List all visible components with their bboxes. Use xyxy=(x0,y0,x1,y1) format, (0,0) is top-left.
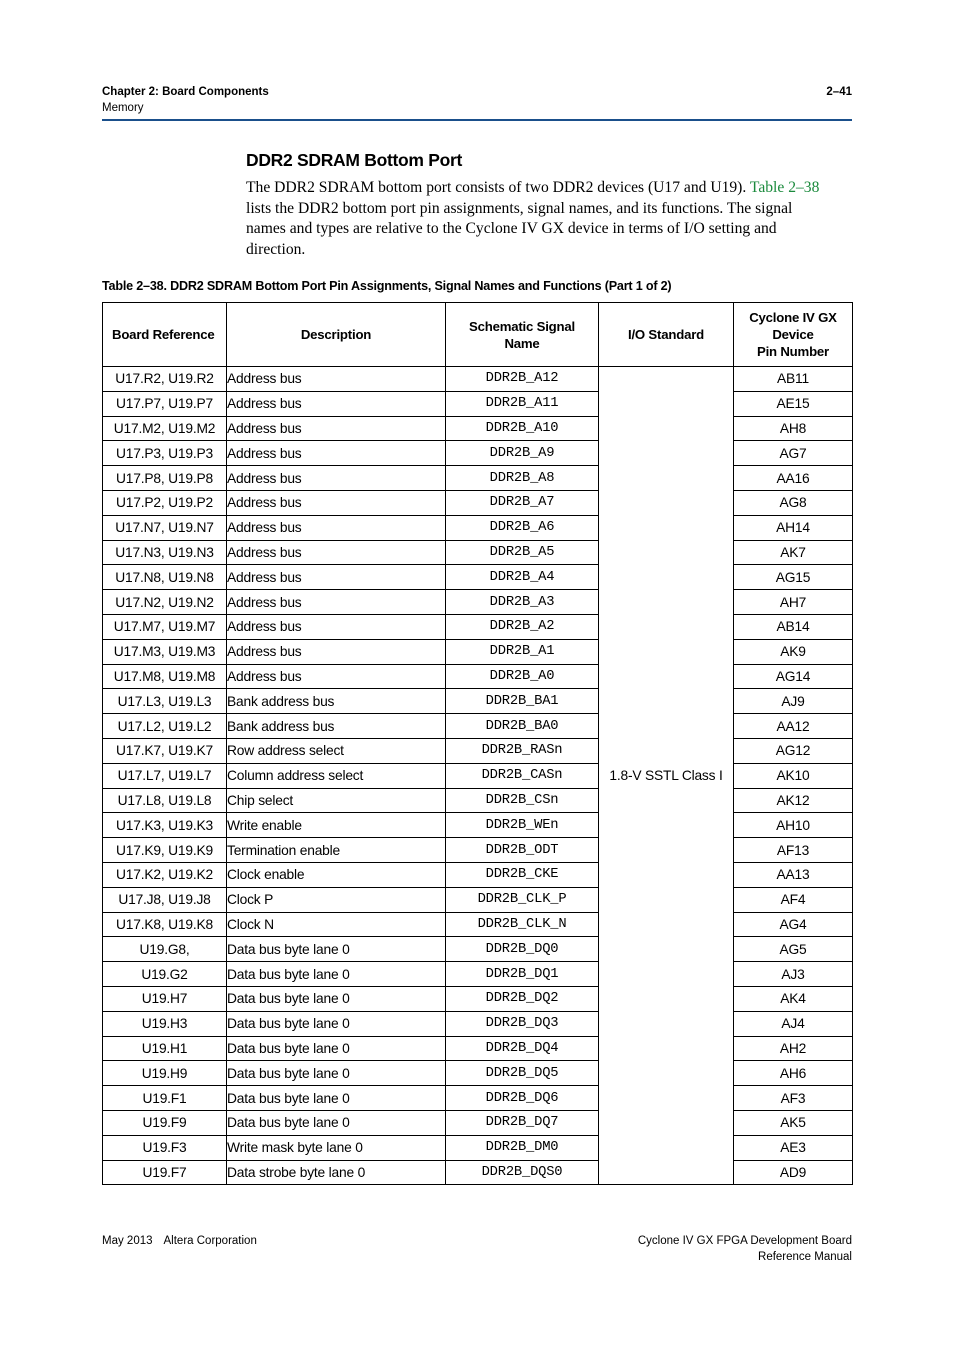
table-row xyxy=(103,590,853,615)
table-row xyxy=(103,763,853,788)
pin-number-cell: AA16 xyxy=(734,466,853,491)
signal-name-cell: DDR2B_BA1 xyxy=(446,689,599,714)
table-row xyxy=(103,466,853,491)
table-row xyxy=(103,391,853,416)
description-cell: Data bus byte lane 0 xyxy=(227,1110,446,1135)
signal-name-cell: DDR2B_A3 xyxy=(446,590,599,615)
table-row xyxy=(103,1110,853,1135)
header-pin-line3: Pin Number xyxy=(756,344,829,359)
pin-number-cell: AG8 xyxy=(734,490,853,515)
board-reference-cell: U17.K3, U19.K3 xyxy=(103,813,227,838)
board-reference-cell: U19.G8, xyxy=(103,937,227,962)
board-reference-cell: U19.G2 xyxy=(103,962,227,987)
description-cell: Clock N xyxy=(227,912,446,937)
signal-name-cell: DDR2B_DQ6 xyxy=(446,1086,599,1111)
description-cell: Clock P xyxy=(227,887,446,912)
pin-number-cell: AG7 xyxy=(734,441,853,466)
intro-text-start: The DDR2 SDRAM bottom port consists of two DDR2 devices (U17 and U19). xyxy=(246,179,750,196)
pin-number-cell: AG14 xyxy=(734,664,853,689)
table-header-row xyxy=(103,303,853,367)
table-row xyxy=(103,813,853,838)
board-reference-cell: U17.K8, U19.K8 xyxy=(103,912,227,937)
signal-name-cell: DDR2B_WEn xyxy=(446,813,599,838)
signal-name-cell: DDR2B_DM0 xyxy=(446,1135,599,1160)
description-cell: Data bus byte lane 0 xyxy=(227,1061,446,1086)
description-cell: Column address select xyxy=(227,763,446,788)
signal-name-cell: DDR2B_A6 xyxy=(446,515,599,540)
description-cell: Data strobe byte lane 0 xyxy=(227,1160,446,1185)
description-cell: Address bus xyxy=(227,565,446,590)
section-title: DDR2 SDRAM Bottom Port xyxy=(246,150,463,170)
signal-name-cell: DDR2B_A9 xyxy=(446,441,599,466)
description-cell: Clock enable xyxy=(227,862,446,887)
board-reference-cell: U19.F3 xyxy=(103,1135,227,1160)
header-signal-line1: Schematic Signal xyxy=(468,318,575,334)
pin-number-cell: AK4 xyxy=(734,986,853,1011)
pin-number-cell: AG12 xyxy=(734,738,853,763)
board-reference-cell: U19.H1 xyxy=(103,1036,227,1061)
section-name: Memory xyxy=(102,102,144,114)
header-signal-name xyxy=(446,303,599,367)
signal-name-cell: DDR2B_A5 xyxy=(446,540,599,565)
page-number: 2–41 xyxy=(826,86,852,98)
pin-number-cell: AE3 xyxy=(734,1135,853,1160)
header-pin-line2: Device xyxy=(772,327,814,342)
pin-number-cell: AJ3 xyxy=(734,962,853,987)
board-reference-cell: U17.N2, U19.N2 xyxy=(103,590,227,615)
running-header-left xyxy=(102,84,269,116)
signal-name-cell: DDR2B_A8 xyxy=(446,466,599,491)
table-row xyxy=(103,788,853,813)
pin-number-cell: AK10 xyxy=(734,763,853,788)
chapter-title: Chapter 2: Board Components xyxy=(102,86,269,98)
table-row xyxy=(103,515,853,540)
pin-number-cell: AG4 xyxy=(734,912,853,937)
table-row xyxy=(103,1160,853,1185)
signal-name-cell: DDR2B_DQ7 xyxy=(446,1110,599,1135)
footer-left xyxy=(102,1233,257,1249)
board-reference-cell: U17.M2, U19.M2 xyxy=(103,416,227,441)
board-reference-cell: U17.R2, U19.R2 xyxy=(103,367,227,392)
pin-number-cell: AF13 xyxy=(734,838,853,863)
board-reference-cell: U17.M7, U19.M7 xyxy=(103,614,227,639)
table-row xyxy=(103,986,853,1011)
pin-number-cell: AK9 xyxy=(734,639,853,664)
header-pin-number xyxy=(734,303,853,367)
board-reference-cell: U17.N7, U19.N7 xyxy=(103,515,227,540)
header-pin-line1: Cyclone IV GX xyxy=(749,310,837,325)
table-row xyxy=(103,689,853,714)
pin-number-cell: AH10 xyxy=(734,813,853,838)
board-reference-cell: U19.H7 xyxy=(103,986,227,1011)
table-row xyxy=(103,441,853,466)
board-reference-cell: U19.F7 xyxy=(103,1160,227,1185)
table-row xyxy=(103,738,853,763)
board-reference-cell: U17.P3, U19.P3 xyxy=(103,441,227,466)
pin-number-cell: AJ4 xyxy=(734,1011,853,1036)
description-cell: Data bus byte lane 0 xyxy=(227,937,446,962)
pin-number-cell: AE15 xyxy=(734,391,853,416)
table-reference-link[interactable]: Table 2–38 xyxy=(749,179,820,196)
board-reference-cell: U17.P8, U19.P8 xyxy=(103,466,227,491)
table-row xyxy=(103,416,853,441)
table-row xyxy=(103,1036,853,1061)
pin-number-cell: AB11 xyxy=(734,367,853,392)
footer-company: Altera Corporation xyxy=(163,1235,257,1247)
table-row xyxy=(103,639,853,664)
board-reference-cell: U17.M8, U19.M8 xyxy=(103,664,227,689)
pin-number-cell: AK7 xyxy=(734,540,853,565)
description-cell: Chip select xyxy=(227,788,446,813)
table-row xyxy=(103,490,853,515)
pin-number-cell: AG5 xyxy=(734,937,853,962)
signal-name-cell: DDR2B_DQ3 xyxy=(446,1011,599,1036)
footer-right xyxy=(638,1233,852,1265)
description-cell: Write mask byte lane 0 xyxy=(227,1135,446,1160)
pin-number-cell: AJ9 xyxy=(734,689,853,714)
signal-name-cell: DDR2B_A1 xyxy=(446,639,599,664)
signal-name-cell: DDR2B_CASn xyxy=(446,763,599,788)
header-io-standard: I/O Standard xyxy=(599,303,734,367)
signal-name-cell: DDR2B_CSn xyxy=(446,788,599,813)
table-row xyxy=(103,1086,853,1111)
signal-name-cell: DDR2B_A2 xyxy=(446,614,599,639)
signal-name-cell: DDR2B_DQ2 xyxy=(446,986,599,1011)
description-cell: Termination enable xyxy=(227,838,446,863)
pin-number-cell: AF4 xyxy=(734,887,853,912)
board-reference-cell: U17.P7, U19.P7 xyxy=(103,391,227,416)
board-reference-cell: U17.L3, U19.L3 xyxy=(103,689,227,714)
board-reference-cell: U17.M3, U19.M3 xyxy=(103,639,227,664)
signal-name-cell: DDR2B_CKE xyxy=(446,862,599,887)
board-reference-cell: U17.L8, U19.L8 xyxy=(103,788,227,813)
description-cell: Address bus xyxy=(227,639,446,664)
signal-name-cell: DDR2B_A12 xyxy=(446,367,599,392)
table-row xyxy=(103,1011,853,1036)
signal-name-cell: DDR2B_DQ4 xyxy=(446,1036,599,1061)
board-reference-cell: U17.J8, U19.J8 xyxy=(103,887,227,912)
signal-name-cell: DDR2B_A11 xyxy=(446,391,599,416)
header-description: Description xyxy=(227,303,446,367)
footer-date: May 2013 xyxy=(102,1235,153,1247)
table-row xyxy=(103,614,853,639)
signal-name-cell: DDR2B_DQ0 xyxy=(446,937,599,962)
pin-assignment-table xyxy=(102,302,853,1185)
signal-name-cell: DDR2B_A4 xyxy=(446,565,599,590)
table-caption: Table 2–38. DDR2 SDRAM Bottom Port Pin Assignments, Signal Names and Functions (Part 1 of 2) xyxy=(102,279,672,293)
pin-number-cell: AH6 xyxy=(734,1061,853,1086)
description-cell: Data bus byte lane 0 xyxy=(227,1011,446,1036)
description-cell: Data bus byte lane 0 xyxy=(227,1036,446,1061)
table-body xyxy=(103,367,853,1185)
pin-number-cell: AB14 xyxy=(734,614,853,639)
board-reference-cell: U17.L2, U19.L2 xyxy=(103,714,227,739)
pin-number-cell: AA12 xyxy=(734,714,853,739)
signal-name-cell: DDR2B_A7 xyxy=(446,490,599,515)
pin-number-cell: AA13 xyxy=(734,862,853,887)
board-reference-cell: U19.H3 xyxy=(103,1011,227,1036)
signal-name-cell: DDR2B_RASn xyxy=(446,738,599,763)
pin-number-cell: AF3 xyxy=(734,1086,853,1111)
board-reference-cell: U17.L7, U19.L7 xyxy=(103,763,227,788)
pin-number-cell: AK5 xyxy=(734,1110,853,1135)
signal-name-cell: DDR2B_CLK_P xyxy=(446,887,599,912)
board-reference-cell: U17.K9, U19.K9 xyxy=(103,838,227,863)
description-cell: Address bus xyxy=(227,441,446,466)
description-cell: Bank address bus xyxy=(227,714,446,739)
io-standard-cell: 1.8-V SSTL Class I xyxy=(599,367,734,1185)
description-cell: Address bus xyxy=(227,540,446,565)
intro-text-end: lists the DDR2 bottom port pin assignments, signal names, and its functions. The signal names and types are relative to the Cyclone IV GX device in terms of I/O setting and direction. xyxy=(246,199,793,258)
table-row xyxy=(103,714,853,739)
signal-name-cell: DDR2B_CLK_N xyxy=(446,912,599,937)
description-cell: Address bus xyxy=(227,614,446,639)
footer-doc-title: Cyclone IV GX FPGA Development Board xyxy=(637,1235,852,1247)
table-row xyxy=(103,1061,853,1086)
board-reference-cell: U19.F1 xyxy=(103,1086,227,1111)
table-row xyxy=(103,887,853,912)
description-cell: Address bus xyxy=(227,416,446,441)
header-signal-line2: Name xyxy=(504,335,540,351)
table-row xyxy=(103,565,853,590)
description-cell: Address bus xyxy=(227,590,446,615)
board-reference-cell: U17.K7, U19.K7 xyxy=(103,738,227,763)
board-reference-cell: U17.K2, U19.K2 xyxy=(103,862,227,887)
pin-number-cell: AH14 xyxy=(734,515,853,540)
footer-doc-subtitle: Reference Manual xyxy=(758,1251,852,1263)
description-cell: Address bus xyxy=(227,515,446,540)
description-cell: Data bus byte lane 0 xyxy=(227,962,446,987)
pin-number-cell: AH8 xyxy=(734,416,853,441)
signal-name-cell: DDR2B_DQS0 xyxy=(446,1160,599,1185)
description-cell: Address bus xyxy=(227,490,446,515)
intro-paragraph xyxy=(246,178,836,260)
signal-name-cell: DDR2B_BA0 xyxy=(446,714,599,739)
pin-number-cell: AD9 xyxy=(734,1160,853,1185)
pin-number-cell: AH2 xyxy=(734,1036,853,1061)
pin-number-cell: AK12 xyxy=(734,788,853,813)
board-reference-cell: U17.N8, U19.N8 xyxy=(103,565,227,590)
signal-name-cell: DDR2B_ODT xyxy=(446,838,599,863)
table-row xyxy=(103,367,853,392)
board-reference-cell: U19.F9 xyxy=(103,1110,227,1135)
description-cell: Write enable xyxy=(227,813,446,838)
table-row xyxy=(103,838,853,863)
description-cell: Address bus xyxy=(227,664,446,689)
table-row xyxy=(103,937,853,962)
description-cell: Data bus byte lane 0 xyxy=(227,986,446,1011)
table-row xyxy=(103,862,853,887)
table-row xyxy=(103,1135,853,1160)
table-row xyxy=(103,912,853,937)
signal-name-cell: DDR2B_DQ5 xyxy=(446,1061,599,1086)
pin-number-cell: AH7 xyxy=(734,590,853,615)
description-cell: Bank address bus xyxy=(227,689,446,714)
header-rule xyxy=(102,119,852,121)
table-row xyxy=(103,540,853,565)
pin-number-cell: AG15 xyxy=(734,565,853,590)
board-reference-cell: U19.H9 xyxy=(103,1061,227,1086)
table-row xyxy=(103,962,853,987)
signal-name-cell: DDR2B_A0 xyxy=(446,664,599,689)
signal-name-cell: DDR2B_A10 xyxy=(446,416,599,441)
description-cell: Data bus byte lane 0 xyxy=(227,1086,446,1111)
description-cell: Address bus xyxy=(227,367,446,392)
table-row xyxy=(103,664,853,689)
board-reference-cell: U17.N3, U19.N3 xyxy=(103,540,227,565)
header-board-reference: Board Reference xyxy=(103,303,227,367)
description-cell: Address bus xyxy=(227,391,446,416)
description-cell: Row address select xyxy=(227,738,446,763)
board-reference-cell: U17.P2, U19.P2 xyxy=(103,490,227,515)
description-cell: Address bus xyxy=(227,466,446,491)
signal-name-cell: DDR2B_DQ1 xyxy=(446,962,599,987)
